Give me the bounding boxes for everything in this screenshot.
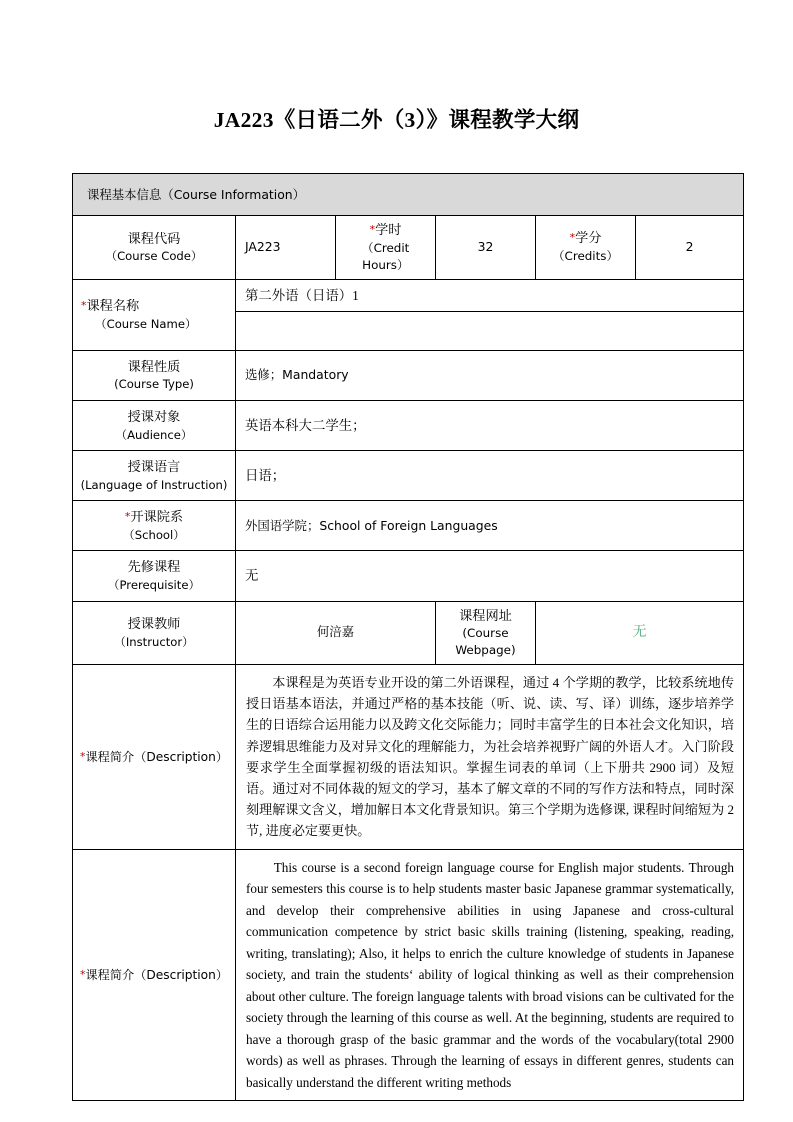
label-course-type-cn: 课程性质 [127, 358, 181, 374]
label-audience [73, 400, 236, 450]
table-row-section-header [73, 174, 744, 216]
table-row-instructor [73, 601, 744, 665]
page-title: JA223《日语二外（3）》课程教学大纲 [213, 108, 580, 132]
table-row-description-en [73, 849, 744, 1101]
value-audience: 英语本科大二学生； [236, 400, 744, 450]
value-school: 外国语学院；School of Foreign Languages [236, 501, 744, 551]
required-asterisk-icon: * [81, 298, 87, 312]
label-language-of-instruction-en: (Language of Instruction) [80, 477, 228, 492]
label-credit-hours-en-line1: （Credit [361, 240, 410, 255]
label-course-code-cn: 课程代码 [127, 230, 181, 246]
required-asterisk-icon: * [79, 749, 86, 763]
label-credit-hours [336, 216, 436, 280]
label-school-cn: *开课院系 [124, 509, 184, 525]
value-language-of-instruction: 日语； [236, 450, 744, 500]
label-course-webpage [436, 601, 536, 665]
label-audience-en: （Audience） [115, 427, 193, 442]
label-audience-cn: 授课对象 [127, 408, 181, 424]
label-language-of-instruction-cn: 授课语言 [127, 458, 181, 474]
value-credits: 2 [636, 216, 744, 280]
label-course-code [73, 216, 236, 280]
label-course-webpage-en: (Course Webpage) [455, 626, 516, 658]
label-instructor [73, 601, 236, 665]
label-course-name-en: （Course Name） [95, 316, 197, 331]
label-course-name [73, 279, 236, 350]
value-course-name-secondary [236, 311, 744, 350]
course-information-table [72, 173, 744, 1101]
label-course-type [73, 350, 236, 400]
label-credits-en: （Credits） [552, 249, 619, 264]
label-credits [536, 216, 636, 280]
table-row-audience [73, 400, 744, 450]
required-asterisk-icon: * [369, 223, 376, 236]
required-asterisk-icon: * [124, 510, 131, 524]
table-row-course-type [73, 350, 744, 400]
description-cn-paragraph: 本课程是为英语专业开设的第二外语课程，通过 4 个学期的教学，比较系统地传授日语基本语法，并通过严格的基本技能（听、说、读、写、译）训练，逐步培养学生的日语综合运用能力以及跨文化交际能力；同时丰富学生的日本社会文化知识，培养逻辑思维能力及对异文化的理解能力，为社会培养视野广阔的外语人才。入门阶段要求学生全面掌握初级的语法知识。掌握生词表的单词（上下册共 2900 词）及短语。通过对不同体裁的短文的学习，基本了解文章的不同的写作方法和特点，同时深刻理解课文含义，增加解日本文化背景知识。第三个学期为选修课, 课程时间缩短为 2 节, 进度必定要更快。 [246, 675, 735, 839]
table-row-prerequisite [73, 551, 744, 601]
label-credits-cn: *学分 [569, 230, 602, 246]
value-instructor: 何涪嘉 [236, 601, 436, 665]
label-credit-hours-en-line2: Hours） [362, 257, 409, 272]
required-asterisk-icon: * [569, 231, 576, 245]
table-row-course-name [73, 279, 744, 311]
label-description-en [73, 849, 236, 1101]
value-course-name: 第二外语（日语）1 [236, 279, 744, 311]
label-prerequisite-cn: 先修课程 [127, 559, 181, 575]
label-course-code-en: （Course Code） [105, 249, 203, 264]
value-course-webpage [536, 601, 744, 665]
description-en-paragraph: This course is a second foreign language course for English major students. Through four semesters this course is to help students master basic Japanese grammar systematically, and develop their comprehensive abilities in using Japanese and cross-cultural communication competence by strict basic skills training (listening, speaking, reading, writing, translating); Also, it helps to enrich the culture knowledge of students in Japanese society, and train the students‘ ability of logical thinking as well as their comprehension about other culture. The foreign language talents with broad visions can be cultivated for the society through the learning of this course as well. At the beginning, students are required to have a thorough grasp of the basic grammar and the words of the vocabulary(total 2900 words) as well as phrases. Through the learning of essays in different genres, students can basically understand the different writing methods [246, 859, 735, 1090]
table-row-description-cn [73, 665, 744, 850]
label-school-en: （School） [123, 527, 185, 542]
section-header-label: 课程基本信息（Course Information） [73, 174, 744, 216]
table-row-school [73, 501, 744, 551]
value-description-en [236, 849, 744, 1101]
required-asterisk-icon: * [79, 967, 86, 981]
value-course-webpage-text: 无 [632, 624, 647, 640]
label-description-cn [73, 665, 236, 850]
value-description-cn [236, 665, 744, 850]
label-prerequisite [73, 551, 236, 601]
value-course-type: 选修；Mandatory [236, 350, 744, 400]
value-prerequisite: 无 [236, 551, 744, 601]
label-school [73, 501, 236, 551]
label-language-of-instruction [73, 450, 236, 500]
label-course-webpage-cn: 课程网址 [459, 607, 512, 623]
label-instructor-cn: 授课教师 [127, 616, 181, 632]
label-description-en-text: 课程简介（Description） [85, 967, 229, 982]
label-prerequisite-en: （Prerequisite） [107, 578, 201, 593]
label-instructor-en: （Instructor） [114, 634, 194, 649]
label-course-name-cn: *课程名称 [81, 297, 140, 313]
table-row-language-of-instruction [73, 450, 744, 500]
label-credit-hours-cn: *学时 [369, 222, 402, 237]
value-credit-hours: 32 [436, 216, 536, 280]
label-description-cn-text: 课程简介（Description） [85, 749, 229, 764]
value-course-code: JA223 [236, 216, 336, 280]
label-course-type-en: (Course Type) [114, 377, 194, 392]
table-row-course-code [73, 216, 744, 280]
